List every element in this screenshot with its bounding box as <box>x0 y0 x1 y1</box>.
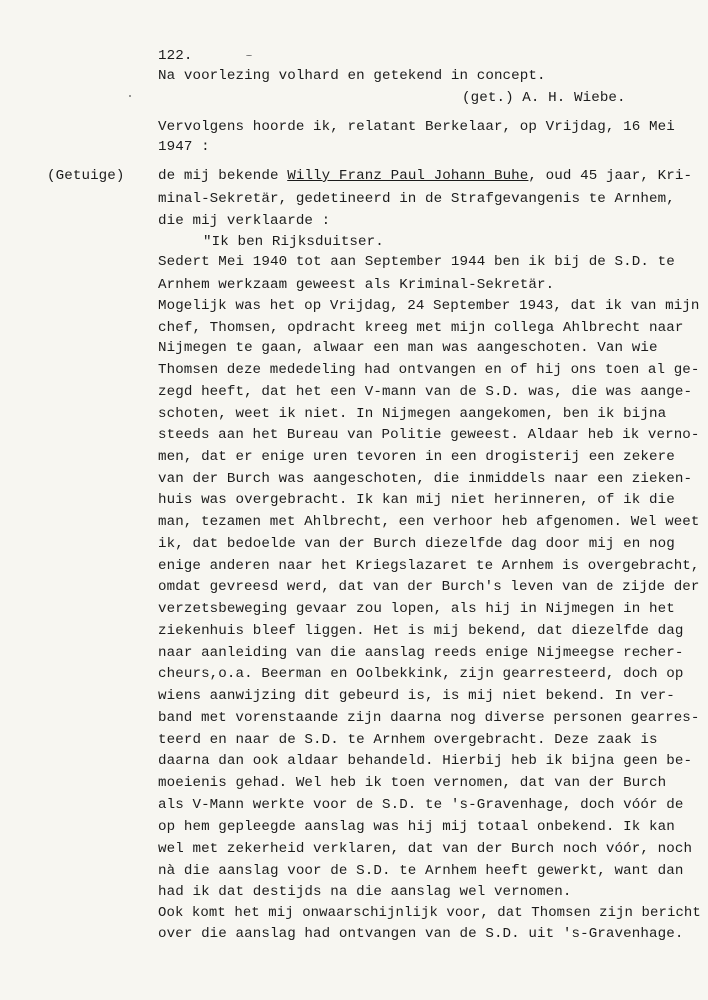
statement-line: ik, dat bedoelde van der Burch diezelfde dag door mij en nog <box>158 536 675 552</box>
statement-line: als V-Mann werkte voor de S.D. te 's-Gravenhage, doch vóór de <box>158 797 684 813</box>
statement-line: over die aanslag had ontvangen van de S.D. uit 's-Gravenhage. <box>158 926 684 942</box>
statement-line: teerd en naar de S.D. te Arnhem overgebracht. Deze zaak is <box>158 732 658 748</box>
statement-line: Arnhem werkzaam geweest als Kriminal-Sekretär. <box>158 277 555 293</box>
statement-line: band met vorenstaande zijn daarna nog diverse personen gearres- <box>158 710 700 726</box>
statement-line: cheurs,o.a. Beerman en Oolbekkink, zijn gearresteerd, doch op <box>158 666 684 682</box>
statement-line: wiens aanwijzing dit gebeurd is, is mij niet bekend. In ver- <box>158 688 675 704</box>
statement-line: enige anderen naar het Kriegslazaret te Arnhem is overgebracht, <box>158 558 700 574</box>
witness-prefix: de mij bekende <box>158 168 288 184</box>
intro-line: 1947 : <box>158 139 210 155</box>
statement-line: men, dat er enige uren tevoren in een drogisterij een zekere <box>158 449 675 465</box>
statement-line: had ik dat destijds na die aanslag wel vernomen. <box>158 884 572 900</box>
page-number: 122. <box>158 48 193 64</box>
statement-line: Mogelijk was het op Vrijdag, 24 September 1943, dat ik van mijn <box>158 298 700 314</box>
statement-line: "Ik ben Rijksduitser. <box>203 234 384 250</box>
signature-note: Na voorlezing volhard en getekend in concept. <box>158 68 546 84</box>
witness-line: die mij verklaarde : <box>158 213 331 229</box>
statement-line: nà die aanslag voor de S.D. te Arnhem heeft gewerkt, want dan <box>158 863 684 879</box>
intro-line: Vervolgens hoorde ik, relatant Berkelaar, op Vrijdag, 16 Mei <box>158 119 675 135</box>
statement-line: op hem gepleegde aanslag was hij mij totaal onbekend. Ik kan <box>158 819 675 835</box>
statement-line: Thomsen deze mededeling had ontvangen en of hij ons toen al ge- <box>158 362 700 378</box>
stray-mark <box>246 55 252 56</box>
witness-line <box>158 167 692 185</box>
statement-line: omdat gevreesd werd, dat van der Burch's leven van de zijde der <box>158 579 700 595</box>
statement-line: daarna dan ook aldaar behandeld. Hierbij heb ik bijna geen be- <box>158 753 693 769</box>
statement-line: wel met zekerheid verklaren, dat van der Burch noch vóór, noch <box>158 841 693 857</box>
witness-suffix: , oud 45 jaar, Kri- <box>528 168 693 184</box>
statement-line: schoten, weet ik niet. In Nijmegen aangekomen, ben ik bijna <box>158 406 667 422</box>
statement-line: man, tezamen met Ahlbrecht, een verhoor heb afgenomen. Wel weet <box>158 514 700 530</box>
statement-line: chef, Thomsen, opdracht kreeg met mijn collega Ahlbrecht naar <box>158 320 684 336</box>
statement-line: Ook komt het mij onwaarschijnlijk voor, dat Thomsen zijn bericht <box>158 905 701 921</box>
margin-label: (Getuige) <box>47 168 125 184</box>
statement-line: zegd heeft, dat het een V-mann van de S.D. was, die was aange- <box>158 384 693 400</box>
statement-line: van der Burch was aangeschoten, die inmiddels naar een zieken- <box>158 471 693 487</box>
signed-by: (get.) A. H. Wiebe. <box>462 90 626 106</box>
witness-name: Willy Franz Paul Johann Buhe <box>287 168 529 184</box>
statement-line: Nijmegen te gaan, alwaar een man was aangeschoten. Van wie <box>158 340 658 356</box>
statement-line: huis was overgebracht. Ik kan mij niet herinneren, of ik die <box>158 492 675 508</box>
statement-line: verzetsbeweging gevaar zou lopen, als hij in Nijmegen in het <box>158 601 675 617</box>
statement-line: moeienis gehad. Wel heb ik toen vernomen, dat van der Burch <box>158 775 667 791</box>
statement-line: Sedert Mei 1940 tot aan September 1944 ben ik bij de S.D. te <box>158 254 675 270</box>
stray-mark <box>129 95 131 97</box>
witness-line: minal-Sekretär, gedetineerd in de Strafgevangenis te Arnhem, <box>158 191 675 207</box>
statement-line: steeds aan het Bureau van Politie geweest. Aldaar heb ik verno- <box>158 427 700 443</box>
statement-line: naar aanleiding van die aanslag reeds enige Nijmeegse recher- <box>158 645 684 661</box>
statement-line: ziekenhuis bleef liggen. Het is mij bekend, dat diezelfde dag <box>158 623 684 639</box>
